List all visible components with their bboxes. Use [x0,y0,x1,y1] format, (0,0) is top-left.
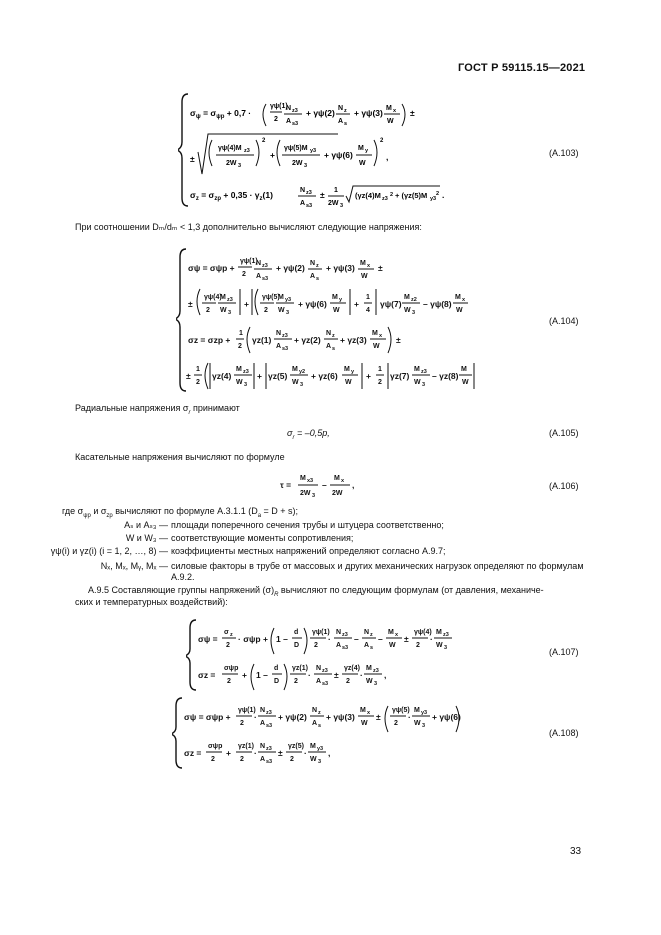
svg-text:z3: z3 [282,333,288,339]
svg-text:z3: z3 [322,668,328,674]
svg-text:A: A [326,343,332,350]
svg-text:y3: y3 [317,746,324,752]
svg-text:+ γψ(2): + γψ(2) [276,263,305,273]
svg-text:M: M [360,707,366,714]
svg-text:x: x [367,263,371,269]
definition-body: соответствующие моменты сопротивления; [171,533,354,543]
page-number: 33 [570,846,582,857]
svg-text:γz(4): γz(4) [344,665,360,672]
svg-text:N: N [326,330,332,337]
svg-text:W: W [236,379,243,386]
svg-text:±: ± [396,335,401,345]
svg-text:M: M [358,145,364,152]
svg-text:+ γψ(3): + γψ(3) [354,108,383,118]
svg-text:z: z [316,263,319,269]
svg-text:A: A [364,642,370,649]
svg-text:W: W [359,160,366,167]
svg-text:+ γψ(3): + γψ(3) [326,263,355,273]
svg-text:–: – [354,634,359,644]
svg-text:s3: s3 [342,645,349,651]
svg-text:W: W [220,307,227,314]
svg-text:s3: s3 [266,759,273,765]
svg-text:·: · [308,670,311,680]
svg-text:x: x [379,333,383,339]
svg-text:– γz(8): – γz(8) [432,371,459,381]
svg-text:2: 2 [196,379,200,386]
svg-text:y3: y3 [285,297,292,303]
equation-a108 [172,694,462,772]
svg-text:3: 3 [318,759,322,765]
svg-text:·: · [360,670,363,680]
svg-text:2: 2 [380,138,384,144]
svg-text:2: 2 [314,642,318,649]
svg-text:2: 2 [274,116,278,123]
svg-text:M: M [366,665,372,672]
svg-text:x: x [393,108,397,114]
svg-text:W: W [278,307,285,314]
svg-text:2: 2 [416,642,420,649]
svg-text:W: W [414,379,421,386]
svg-text:z3: z3 [382,196,388,202]
svg-text:γz(4): γz(4) [212,371,232,381]
svg-text:M: M [414,707,420,714]
equation-a107 [186,616,456,694]
document-header: ГОСТ Р 59115.15—2021 [458,62,586,74]
svg-text:W: W [456,307,463,314]
svg-text:+: + [354,299,359,309]
svg-text:x: x [395,632,399,638]
svg-text:γψ(5)M: γψ(5)M [284,145,308,152]
svg-text:s: s [344,121,348,127]
definition-term: Nₓ, Mₓ, Mᵧ, Mₓ — [100,561,168,571]
svg-text:z: z [230,632,233,638]
svg-text:+: + [244,299,249,309]
svg-text:γψ(4): γψ(4) [414,629,432,636]
svg-text:±: ± [376,712,381,722]
svg-text:±: ± [278,748,283,758]
svg-text:+: + [257,371,262,381]
svg-text:±: ± [404,634,409,644]
svg-text:,: , [352,480,355,490]
svg-text:γψ(1): γψ(1) [240,258,258,265]
svg-text:W: W [366,678,373,685]
definition-term: γψ(i) и γz(i) (i = 1, 2, …, 8) — [50,546,168,556]
svg-text:3: 3 [444,645,448,651]
svg-text:3: 3 [244,382,248,388]
svg-text:2W: 2W [332,490,343,497]
svg-text:M: M [386,105,392,112]
svg-text:s: s [332,346,336,352]
svg-text:γψ(5): γψ(5) [262,294,280,301]
svg-text:3: 3 [412,310,416,316]
radial-stress-formula: $\sigma_r = -0,5p$, [287,428,330,441]
svg-text:M: M [332,294,338,301]
svg-text:– γψ(8): – γψ(8) [423,299,452,309]
svg-text:+: + [366,371,371,381]
svg-text:N: N [256,260,262,267]
svg-text:.: . [442,190,445,200]
svg-text:N: N [310,260,316,267]
svg-text:s: s [316,276,320,282]
svg-text:W: W [310,756,317,763]
shear-stress-text: Касательные напряжения вычисляют по формуле [75,452,285,462]
svg-text:M: M [310,743,316,750]
svg-text:–: – [378,634,383,644]
svg-text:z3: z3 [262,263,268,269]
where-clause: где $\sigma_{\psi p}$ и $\sigma_{zp}$ вычисляют по формуле А.3.1.1 $(D_a = D + s)$; [62,506,299,519]
svg-text:N: N [364,629,370,636]
svg-text:N: N [286,105,292,112]
svg-text:3: 3 [304,163,308,169]
svg-text:M: M [344,366,350,373]
svg-text:A: A [300,200,306,207]
svg-text:D: D [294,642,300,649]
svg-text:d: d [294,629,299,636]
equation-number: (А.108) [549,728,579,738]
svg-text:+: + [242,670,247,680]
svg-text:γψ(1): γψ(1) [238,707,256,714]
svg-text:+ (γz(5)M: + (γz(5)M [395,191,428,200]
svg-text:M: M [436,629,442,636]
svg-text:±: ± [188,299,193,309]
svg-text:N: N [312,707,318,714]
svg-text:τ =: τ = [280,480,292,490]
svg-text:+ γψ(6): + γψ(6) [432,712,461,722]
svg-text:σ: σ [224,629,229,636]
svg-text:+ γψ(6): + γψ(6) [298,299,327,309]
definition-body: коэффициенты местных напряжений определяют согласно А.9.7; [171,546,446,556]
svg-text:y: y [351,369,355,375]
svg-text:z3: z3 [306,190,312,196]
svg-text:γψ(4): γψ(4) [204,294,222,301]
svg-text:M: M [404,294,410,301]
svg-text:2W: 2W [300,490,311,497]
svg-text:N: N [276,330,282,337]
svg-text:N: N [260,707,266,714]
section-a95-heading: А.9.5 Составляющие группы напряжений $(\sigma)_R$ вычисляют по следующим формулам (от давления, механиче- [88,585,544,598]
svg-text:z: z [318,710,321,716]
svg-text:±: ± [378,263,383,273]
svg-text:2: 2 [240,720,244,727]
svg-text:M: M [360,260,366,267]
equation-number: (А.106) [549,481,579,491]
svg-text:y2: y2 [299,369,306,375]
svg-text:z: z [332,333,335,339]
svg-text:z3: z3 [266,746,272,752]
svg-text:γz(1): γz(1) [292,665,308,672]
svg-text:(γz(4)M: (γz(4)M [355,191,381,200]
svg-text:1: 1 [239,330,243,337]
svg-text:γz(7): γz(7) [390,371,410,381]
definition-body: площади поперечного сечения трубы и штуцера соответственно; [171,520,444,530]
svg-text:2: 2 [290,756,294,763]
svg-text:W: W [361,273,368,280]
svg-text:y: y [365,148,369,154]
svg-text:γψ(1): γψ(1) [270,103,288,110]
svg-text:σz = σzp + 0,35 · γz(1): $\sigma_z = \sigma_{zp} + 0,35 \cdot \gamma_z(1)$ [190,190,273,202]
equation-number: (А.107) [549,647,579,657]
svg-text:1: 1 [196,366,200,373]
svg-text:2: 2 [390,192,394,198]
svg-text:N: N [260,743,266,750]
svg-text:·: · [304,748,307,758]
svg-text:z: z [344,108,347,114]
svg-text:σψ = σψp + 0,7 ·: $\sigma_\psi = \sigma_{\psi p} + 0,7$ · [190,108,252,120]
svg-text:2: 2 [240,756,244,763]
svg-text:±: ± [186,371,191,381]
svg-text:z2: z2 [411,297,417,303]
svg-text:W: W [361,720,368,727]
svg-text:W: W [389,642,396,649]
equation-a106 [278,468,368,502]
svg-text:W: W [345,379,352,386]
svg-text:x: x [462,297,466,303]
svg-text:z3: z3 [292,108,298,114]
svg-text:σz =: σz = [184,748,202,758]
svg-text:A: A [260,756,266,763]
svg-text:,: , [328,748,331,758]
svg-text:±: ± [410,108,415,118]
svg-text:z3: z3 [421,369,427,375]
svg-text:· σψp +: · σψp + [238,634,268,644]
svg-text:z3: z3 [244,148,250,154]
equation-a103 [178,90,478,210]
svg-text:2W: 2W [292,160,303,167]
svg-text:z3: z3 [342,632,348,638]
svg-text:s3: s3 [306,203,313,209]
svg-text:M: M [372,330,378,337]
svg-text:±: ± [320,190,325,200]
svg-text:2: 2 [346,678,350,685]
svg-text:2: 2 [436,191,440,197]
svg-text:2: 2 [294,678,298,685]
svg-text:A: A [276,343,282,350]
svg-text:·: · [408,712,411,722]
svg-text:s3: s3 [262,276,269,282]
svg-text:2: 2 [238,343,242,350]
svg-text:γψ(7): γψ(7) [380,299,402,309]
svg-text:2: 2 [264,307,268,314]
svg-text:A: A [260,720,266,727]
svg-text:y3: y3 [421,710,428,716]
svg-text:x: x [341,478,345,484]
svg-text:±: ± [334,670,339,680]
svg-text:W: W [292,379,299,386]
equation-number: (А.104) [549,316,579,326]
svg-text:d: d [274,665,279,672]
svg-text:M: M [220,294,226,301]
svg-text:z3: z3 [243,369,249,375]
svg-text:W: W [387,118,394,125]
svg-text:·: · [430,634,433,644]
svg-text:N: N [336,629,342,636]
svg-text:D: D [274,678,280,685]
svg-text:M: M [236,366,242,373]
svg-text:z3: z3 [266,710,272,716]
svg-text:x3: x3 [307,478,314,484]
svg-text:+: + [270,150,275,160]
svg-text:M: M [292,366,298,373]
section-a95-line2: ских и температурных воздействий): [75,597,228,607]
svg-text:4: 4 [366,307,370,314]
svg-text:s3: s3 [266,723,273,729]
svg-text:N: N [338,105,344,112]
svg-text:+ γz(6): + γz(6) [311,371,338,381]
svg-text:–: – [322,480,327,490]
svg-text:s: s [318,723,322,729]
svg-text:+ γz(2): + γz(2) [294,335,321,345]
svg-text:+ γz(3): + γz(3) [340,335,367,345]
svg-text:3: 3 [312,493,316,499]
svg-text:+ γψ(3): + γψ(3) [326,712,355,722]
svg-text:y3: y3 [430,196,437,202]
svg-text:3: 3 [300,382,304,388]
equation-a104 [176,245,476,395]
svg-text:,: , [386,152,389,162]
svg-text:A: A [286,118,292,125]
ratio-condition-text: При соотношении Dₘ/dₘ < 1,3 дополнительно вычисляют следующие напряжения: [75,222,422,232]
radial-stress-text: Радиальные напряжения $\sigma_r$ принимают [75,403,240,416]
svg-text:M: M [414,366,420,373]
svg-text:2: 2 [211,756,215,763]
svg-text:A: A [316,678,322,685]
svg-text:s3: s3 [282,346,289,352]
svg-text:W: W [414,720,421,727]
svg-text:2: 2 [242,271,246,278]
svg-text:1 –: 1 – [256,670,268,680]
svg-text:+ γψ(2): + γψ(2) [306,108,335,118]
svg-text:σψ =: σψ = [198,634,218,644]
svg-text:M: M [388,629,394,636]
svg-text:·: · [254,712,257,722]
svg-text:s3: s3 [292,121,299,127]
svg-text:A: A [338,118,344,125]
svg-text:z3: z3 [227,297,233,303]
svg-text:σψ = σψp +: σψ = σψp + [188,263,235,273]
svg-text:M: M [300,475,306,482]
svg-text:A: A [310,273,316,280]
svg-text:M: M [455,294,461,301]
definition-term: W и W₃ — [125,533,168,543]
svg-text:σz = σzp +: σz = σzp + [188,335,231,345]
svg-text:y: y [339,297,343,303]
svg-text:s3: s3 [322,681,329,687]
svg-text:σψp: σψp [224,665,239,672]
svg-text:z3: z3 [373,668,379,674]
svg-text:3: 3 [422,382,426,388]
svg-text:z3: z3 [443,632,449,638]
svg-text:2W: 2W [226,160,237,167]
svg-text:M: M [461,366,467,373]
svg-text:3: 3 [340,203,344,209]
svg-text:σz =: σz = [198,670,216,680]
svg-text:A: A [312,720,318,727]
svg-text:N: N [316,665,322,672]
svg-text:3: 3 [374,681,378,687]
equation-number: (А.103) [549,148,579,158]
svg-text:s: s [370,645,374,651]
svg-text:1 –: 1 – [276,634,288,644]
svg-text:W: W [436,642,443,649]
definition-body: силовые факторы в трубе от массовых и других механических нагрузок определяют по формулам А.9.2. [171,561,584,582]
svg-text:A: A [256,273,262,280]
svg-text:σψ = σψp +: σψ = σψp + [184,712,231,722]
svg-text:γψ(4)M: γψ(4)M [218,145,242,152]
svg-text:1: 1 [366,294,370,301]
svg-text:3: 3 [422,723,426,729]
svg-text:γz(1): γz(1) [238,743,254,750]
svg-text:+ γψ(2): + γψ(2) [278,712,307,722]
svg-text:N: N [300,187,306,194]
svg-text:·: · [254,748,257,758]
svg-text:y3: y3 [310,148,317,154]
svg-text:W: W [462,379,469,386]
svg-text:z: z [370,632,373,638]
svg-text:1: 1 [334,187,338,194]
svg-text:2: 2 [378,379,382,386]
svg-text:2: 2 [394,720,398,727]
svg-text:W: W [373,343,380,350]
svg-text:σψp: σψp [208,743,223,750]
svg-text:3: 3 [286,310,290,316]
svg-text:2: 2 [262,138,266,144]
svg-text:W: W [404,307,411,314]
svg-text:γz(5): γz(5) [268,371,288,381]
svg-text:γz(5): γz(5) [288,743,304,750]
svg-text:,: , [384,670,387,680]
svg-text:2: 2 [226,642,230,649]
svg-text:1: 1 [378,366,382,373]
svg-text:M: M [334,475,340,482]
svg-text:W: W [333,307,340,314]
svg-text:·: · [328,634,331,644]
svg-text:3: 3 [228,310,232,316]
svg-text:3: 3 [238,163,242,169]
definition-term: Aₛ и Aₛ₃ — [124,520,168,530]
svg-text:γz(1): γz(1) [252,335,272,345]
svg-text:x: x [367,710,371,716]
equation-number: (А.105) [549,428,579,438]
svg-text:A: A [336,642,342,649]
svg-text:2: 2 [206,307,210,314]
svg-text:2W: 2W [328,200,339,207]
svg-text:2: 2 [227,678,231,685]
svg-text:γψ(1): γψ(1) [312,629,330,636]
svg-text:γψ(5): γψ(5) [392,707,410,714]
svg-text:±: ± [190,154,195,164]
svg-text:+ γψ(6): + γψ(6) [324,150,353,160]
svg-text:M: M [278,294,284,301]
svg-text:+: + [226,748,231,758]
